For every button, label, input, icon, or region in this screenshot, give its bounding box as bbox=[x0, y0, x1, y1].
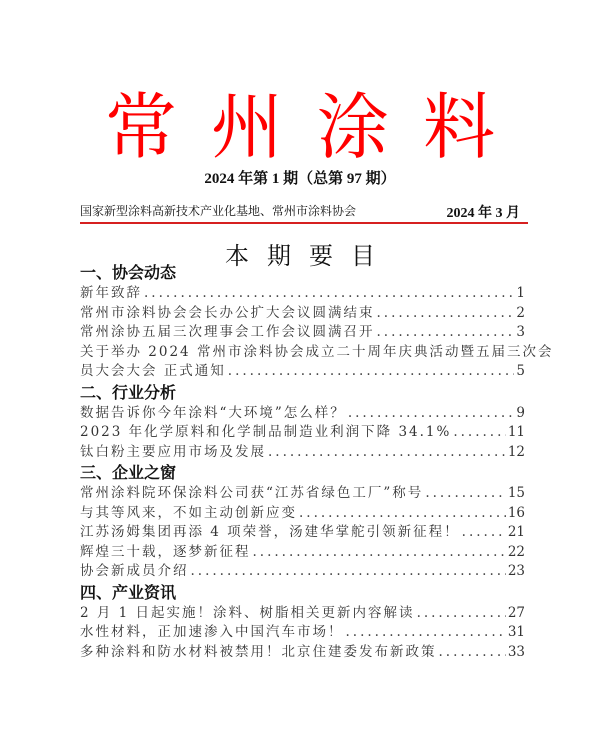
entry-title: 常州涂协五届三次理事会工作会议圆满召开 bbox=[80, 324, 375, 340]
toc-entry[interactable] bbox=[80, 323, 525, 343]
publisher-organization: 国家新型涂料高新技术产业化基地、常州市涂料协会 bbox=[80, 204, 357, 218]
entry-page: 23 bbox=[507, 563, 525, 579]
entry-title: 水性材料，正加速渗入中国汽车市场！ bbox=[80, 624, 344, 640]
dot-leader bbox=[417, 604, 506, 624]
toc-entry[interactable] bbox=[80, 423, 525, 443]
dot-leader bbox=[348, 404, 515, 424]
dot-leader bbox=[462, 523, 506, 543]
toc-entry[interactable] bbox=[80, 404, 525, 424]
entry-page: 3 bbox=[516, 324, 525, 340]
masthead-bar bbox=[80, 202, 528, 222]
entry-title: 2 月 1 日起实施！涂料、树脂相关更新内容解读 bbox=[80, 604, 415, 621]
dot-leader bbox=[439, 643, 506, 663]
dot-leader bbox=[425, 484, 506, 504]
entry-page: 27 bbox=[507, 604, 525, 621]
toc-entry[interactable] bbox=[80, 523, 525, 543]
toc-entry[interactable] bbox=[80, 643, 525, 663]
dot-leader bbox=[346, 623, 506, 643]
entry-title: 常州涂料院环保涂料公司获“江苏省绿色工厂”称号 bbox=[80, 485, 424, 501]
header-divider bbox=[80, 222, 528, 224]
toc-entry[interactable] bbox=[80, 504, 525, 524]
entry-title: 钛白粉主要应用市场及发展 bbox=[80, 443, 266, 460]
entry-page: 22 bbox=[507, 543, 525, 560]
entry-page: 12 bbox=[507, 443, 525, 460]
toc-entry[interactable] bbox=[80, 562, 525, 582]
section-heading: 三、企业之窗 bbox=[80, 463, 177, 482]
entry-page: 31 bbox=[507, 624, 525, 640]
toc-entry[interactable] bbox=[80, 623, 525, 643]
toc-entry[interactable] bbox=[80, 543, 525, 563]
entry-page: 16 bbox=[507, 504, 525, 521]
dot-leader bbox=[144, 284, 514, 304]
section-heading: 一、协会动态 bbox=[80, 263, 177, 282]
entry-title: 数据告诉你今年涂料“大环境”怎么样？ bbox=[80, 404, 346, 421]
entry-page: 2 bbox=[516, 304, 525, 321]
toc-title: 本期要目 bbox=[225, 242, 393, 270]
toc-entry[interactable] bbox=[80, 443, 525, 463]
entry-title: 辉煌三十载，逐梦新征程 bbox=[80, 543, 251, 560]
entry-title: 常州市涂料协会会长办公扩大会议圆满结束 bbox=[80, 304, 375, 321]
entry-page: 15 bbox=[507, 485, 525, 501]
toc-entry[interactable] bbox=[80, 284, 525, 304]
entry-title: 与其等风来，不如主动创新应变 bbox=[80, 504, 297, 521]
entry-title: 多种涂料和防水材料被禁用！北京住建委发布新政策 bbox=[80, 643, 437, 660]
table-of-contents bbox=[80, 262, 554, 662]
entry-page: 11 bbox=[507, 424, 525, 440]
section-heading: 四、产业资讯 bbox=[80, 582, 177, 602]
toc-entry[interactable] bbox=[80, 484, 525, 504]
dot-leader bbox=[253, 543, 506, 563]
entry-page: 1 bbox=[516, 285, 525, 301]
entry-page: 9 bbox=[516, 404, 525, 421]
toc-entry[interactable] bbox=[80, 304, 525, 324]
toc-entry-first-line[interactable]: 关于举办 2024 常州市涂料协会成立二十周年庆典活动暨五届三次会 bbox=[80, 343, 554, 360]
entry-title: 协会新成员介绍 bbox=[80, 563, 189, 579]
issue-number: 2024 年第 1 期（总第 97 期） bbox=[204, 171, 396, 187]
dot-leader bbox=[228, 362, 515, 382]
entry-title: 2023 年化学原料和化学制品制造业利润下降 34.1% bbox=[80, 424, 452, 440]
entry-page: 33 bbox=[507, 643, 525, 660]
dot-leader bbox=[191, 562, 506, 582]
journal-title: 常州涂料 bbox=[104, 85, 529, 169]
entry-page: 5 bbox=[516, 363, 525, 379]
dot-leader bbox=[453, 423, 505, 443]
dot-leader bbox=[268, 443, 506, 463]
section-heading: 二、行业分析 bbox=[80, 382, 177, 402]
dot-leader bbox=[299, 504, 506, 524]
entry-title: 员大会大会 正式通知 bbox=[80, 363, 226, 379]
dot-leader bbox=[377, 304, 515, 324]
toc-entry[interactable] bbox=[80, 362, 525, 382]
entry-title: 江苏汤姆集团再添 4 项荣誉，汤建华掌舵引领新征程！ bbox=[80, 524, 460, 540]
toc-entry[interactable] bbox=[80, 604, 525, 624]
entry-page: 21 bbox=[507, 524, 525, 540]
publication-date: 2024 年 3 月 bbox=[446, 206, 520, 221]
entry-title: 新年致辞 bbox=[80, 285, 142, 301]
dot-leader bbox=[377, 323, 515, 343]
